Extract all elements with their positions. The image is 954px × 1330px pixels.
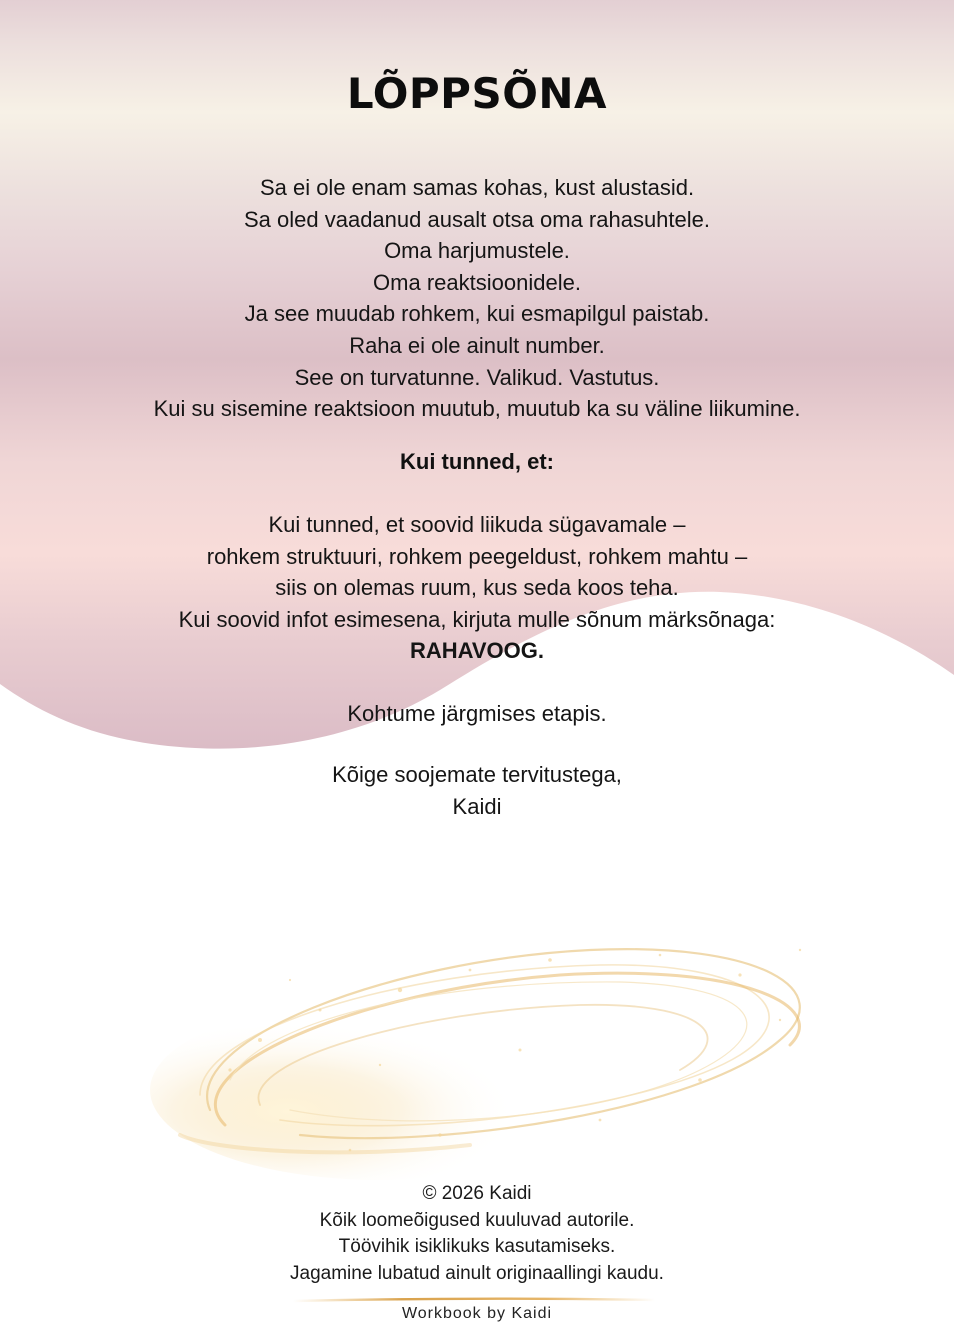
intro-line: Ja see muudab rohkem, kui esmapilgul paistab. — [244, 301, 710, 327]
footer-brand: Workbook by Kaidi — [401, 1305, 553, 1322]
usage-line: Töövihik isiklikuks kasutamiseks. — [338, 1236, 616, 1258]
sharing-line: Jagamine lubatud ainult originaallingi kaudu. — [290, 1263, 664, 1285]
copyright-block — [0, 1181, 954, 1288]
intro-line: Kui su sisemine reaktsioon muutub, muutub ka su väline liikumine. — [153, 396, 801, 422]
cta-keyword: RAHAVOOG. — [409, 638, 545, 664]
rights-line: Kõik loomeõigused kuuluvad autorile. — [319, 1209, 635, 1231]
page-title: LÕPPSÕNA — [346, 69, 608, 118]
intro-paragraph — [0, 172, 954, 425]
intro-line: Oma reaktsioonidele. — [373, 269, 581, 295]
intro-line: See on turvatunne. Valikud. Vastutus. — [294, 364, 660, 390]
gold-swirl-decoration — [140, 920, 840, 1200]
next-step-line: Kohtume järgmises etapis. — [347, 701, 607, 726]
cta-line: rohkem struktuuri, rohkem peegeldust, rohkem mahtu – — [206, 543, 748, 569]
cta-heading: Kui tunned, et: — [400, 449, 554, 474]
cta-paragraph — [0, 509, 954, 667]
intro-line: Oma harjumustele. — [384, 238, 570, 264]
signature: Kaidi — [452, 794, 502, 819]
copyright-line: © 2026 Kaidi — [422, 1183, 532, 1204]
intro-line: Sa ei ole enam samas kohas, kust alustasid. — [259, 175, 695, 200]
cta-line: siis on olemas ruum, kus seda koos teha. — [275, 575, 679, 601]
cta-line: Kui tunned, et soovid liikuda sügavamale – — [268, 512, 686, 537]
cta-line: Kui soovid infot esimesena, kirjuta mulle sõnum märksõnaga: — [178, 606, 776, 632]
intro-line: Raha ei ole ainult number. — [349, 332, 605, 358]
intro-line: Sa oled vaadanud ausalt otsa oma rahasuhtele. — [244, 206, 710, 232]
greeting-line: Kõige soojemate tervitustega, — [332, 762, 622, 787]
